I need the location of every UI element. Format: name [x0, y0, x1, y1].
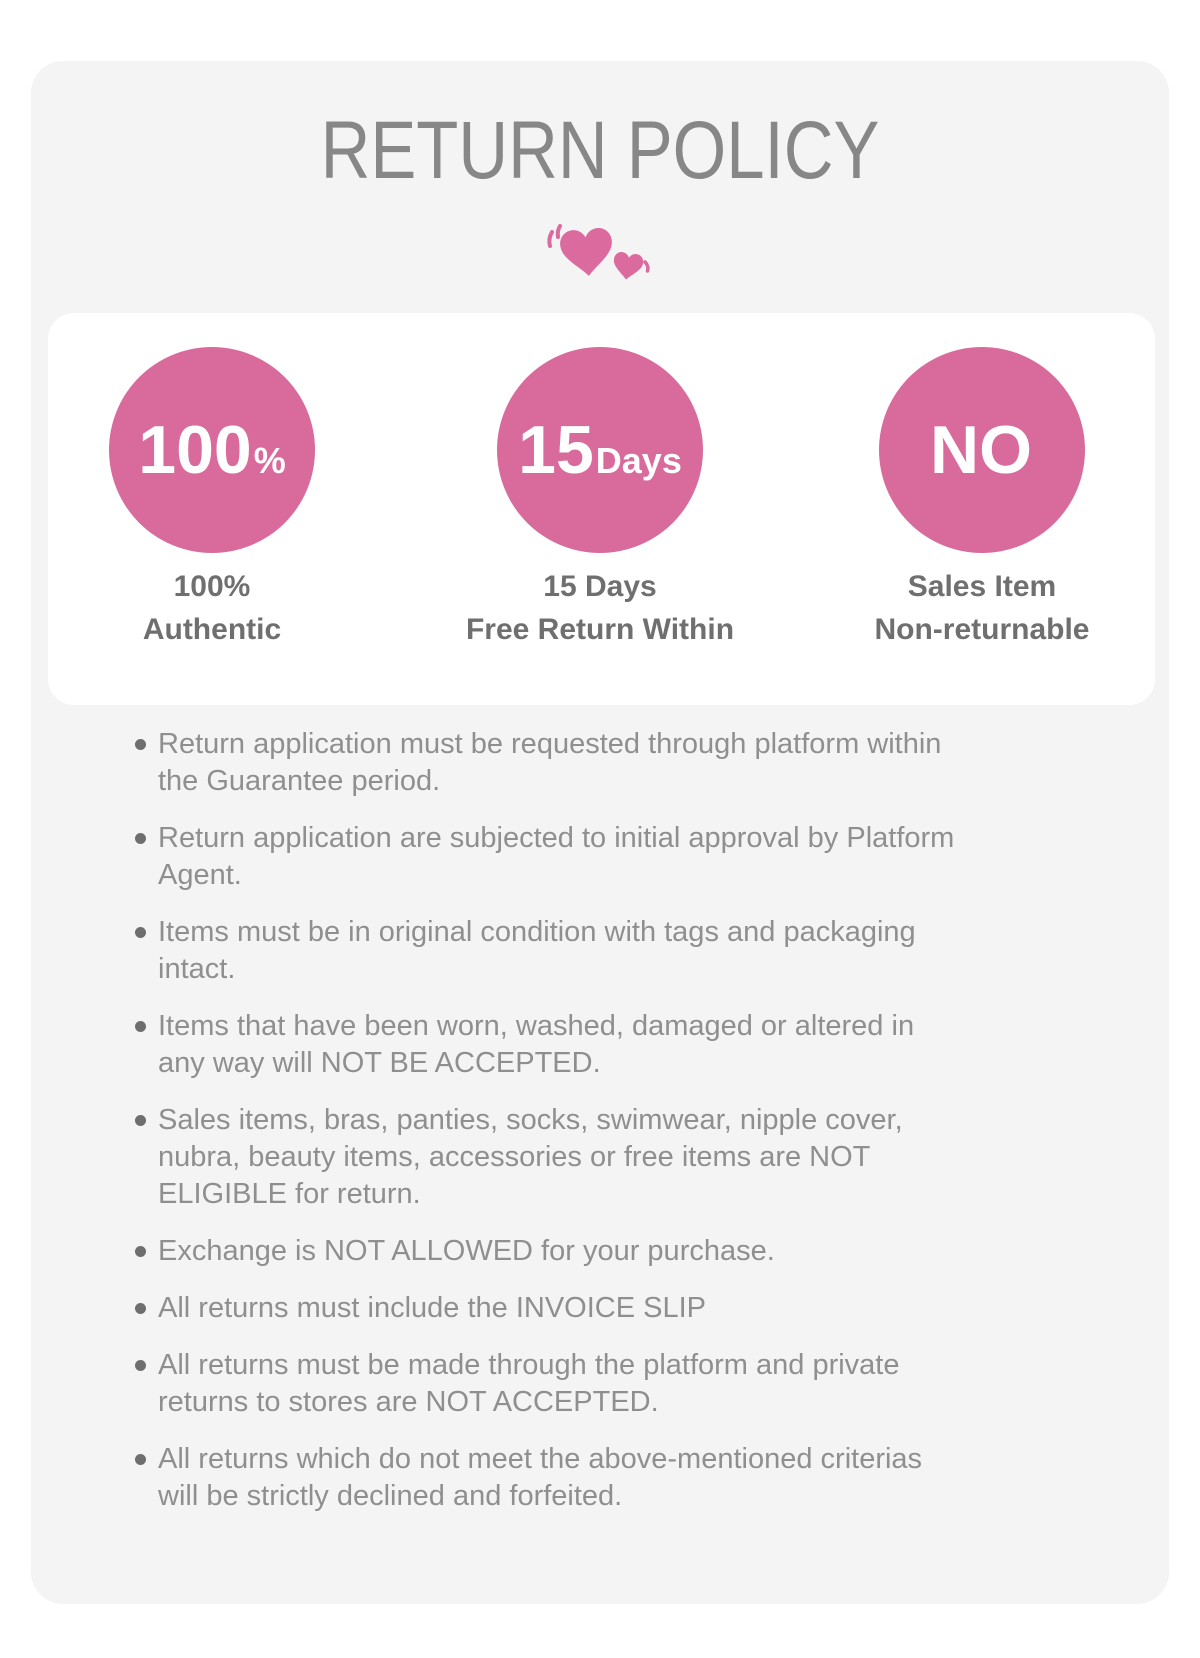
circle-text: [930, 405, 1034, 495]
promo-card: [48, 313, 1155, 705]
bullet-text: Return application are subjected to initial approval by Platform Agent.: [158, 822, 955, 891]
bullet-dot: [135, 1021, 146, 1032]
hearts-doodle-icon: [545, 221, 651, 289]
promo-label: [466, 565, 734, 651]
bullet-dot: [135, 1115, 146, 1126]
list-item: [135, 1233, 1145, 1270]
circle-text: [138, 405, 285, 495]
page-title: RETURN POLICY: [320, 105, 880, 196]
bullet-dot: [135, 833, 146, 844]
list-item: [135, 914, 1145, 988]
promo-label-line1: 15 Days: [543, 570, 657, 603]
promo-label-line1: 100%: [173, 570, 251, 603]
bullet-dot: [135, 1360, 146, 1371]
circle-value: 100: [138, 412, 252, 488]
bullet-text: All returns must include the INVOICE SLIP: [158, 1292, 706, 1324]
circle-unit: Days: [595, 440, 682, 481]
promo-item-authentic: [47, 347, 377, 651]
list-item: [135, 1008, 1145, 1082]
promo-circle-sales-item: [879, 347, 1085, 553]
promo-circle-authentic: [109, 347, 315, 553]
bullet-text: All returns which do not meet the above-mentioned criterias will be strictly declined and forfeited.: [158, 1443, 923, 1512]
promo-item-free-return: [435, 347, 765, 651]
circle-text: [518, 405, 682, 495]
bullet-text: All returns must be made through the platform and private returns to stores are NOT ACCEPTED.: [158, 1349, 900, 1418]
promo-label: [874, 565, 1089, 651]
promo-label-line2: Authentic: [142, 613, 282, 646]
promo-circle-free-return: [497, 347, 703, 553]
bullet-dot: [135, 1246, 146, 1257]
circle-unit: %: [253, 440, 286, 481]
list-item: [135, 1347, 1145, 1421]
promo-item-sales-item: [817, 347, 1147, 651]
circle-value: 15: [518, 412, 594, 488]
list-item: [135, 820, 1145, 894]
circle-value: NO: [930, 412, 1032, 488]
bullet-dot: [135, 1454, 146, 1465]
bullet-text: Sales items, bras, panties, socks, swimwear, nipple cover, nubra, beauty items, accessories or free items are NOT ELIGIBLE for return.: [158, 1104, 903, 1210]
list-item: [135, 1102, 1145, 1213]
promo-label: [143, 565, 281, 651]
bullet-text: Exchange is NOT ALLOWED for your purchase.: [158, 1235, 775, 1267]
bullet-text: Items must be in original condition with tags and packaging intact.: [158, 916, 916, 985]
list-item: [135, 726, 1145, 800]
bullet-text: Items that have been worn, washed, damaged or altered in any way will NOT BE ACCEPTED.: [158, 1010, 915, 1079]
promo-label-line1: Sales Item: [907, 570, 1057, 603]
policy-list: [135, 726, 1145, 1535]
policy-card: [31, 61, 1169, 1604]
promo-label-line2: Non-returnable: [874, 613, 1090, 646]
bullet-dot: [135, 927, 146, 938]
bullet-text: Return application must be requested through platform within the Guarantee period.: [158, 728, 942, 797]
bullet-dot: [135, 739, 146, 750]
list-item: [135, 1290, 1145, 1327]
promo-label-line2: Free Return Within: [465, 613, 735, 646]
bullet-dot: [135, 1303, 146, 1314]
list-item: [135, 1441, 1145, 1515]
